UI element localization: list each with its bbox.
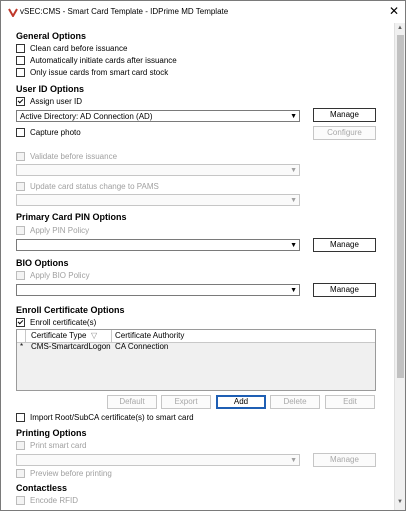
enroll-certificates-checkbox[interactable] (16, 317, 96, 327)
update-pams-checkbox[interactable] (16, 181, 159, 191)
checkbox-label: Update card status change to PAMS (30, 181, 159, 191)
cell-certificate-type[interactable]: CMS-SmartcardLogon (31, 342, 111, 351)
delete-button[interactable]: Delete (270, 395, 320, 409)
default-button[interactable]: Default (107, 395, 157, 409)
checkbox-label: Preview before printing (30, 468, 112, 478)
section-header-printing: Printing Options (16, 428, 87, 438)
checkbox-label: Apply BIO Policy (30, 270, 90, 280)
chevron-down-icon[interactable]: ▼ (290, 167, 297, 174)
column-header-certificate-type[interactable]: Certificate Type (31, 331, 87, 340)
add-button[interactable]: Add (216, 395, 266, 409)
configure-button[interactable]: Configure (313, 126, 376, 140)
manage-user-id-button[interactable]: Manage (313, 108, 376, 122)
checkbox-box[interactable] (16, 496, 25, 505)
column-separator (25, 330, 26, 342)
chevron-down-icon[interactable]: ▼ (290, 113, 297, 120)
vertical-scrollbar[interactable] (394, 23, 406, 510)
column-separator[interactable] (111, 330, 112, 342)
checkbox-label: Validate before issuance (30, 151, 118, 161)
edit-button[interactable]: Edit (325, 395, 375, 409)
cell-certificate-authority[interactable]: CA Connection (115, 342, 169, 351)
chevron-down-icon[interactable]: ▼ (290, 197, 297, 204)
select-value: Active Directory: AD Connection (AD) (20, 112, 153, 121)
checkbox-box[interactable] (16, 128, 25, 137)
close-icon[interactable]: ✕ (389, 4, 400, 18)
validate-checkbox[interactable] (16, 151, 117, 161)
chevron-down-icon[interactable]: ▼ (290, 242, 297, 249)
chevron-down-icon[interactable]: ▼ (290, 457, 297, 464)
checkbox-box[interactable] (16, 318, 25, 327)
checkbox-box[interactable] (16, 226, 25, 235)
pams-select[interactable] (16, 194, 300, 206)
manage-bio-button[interactable]: Manage (313, 283, 376, 297)
apply-pin-policy-checkbox[interactable] (16, 225, 89, 235)
vsec-logo-icon (8, 7, 18, 17)
checkbox-label: Print smart card (30, 440, 87, 450)
manage-printing-button[interactable]: Manage (313, 453, 376, 467)
auto-initiate-checkbox[interactable] (16, 55, 177, 65)
row-marker: * (20, 342, 24, 351)
section-header-enroll: Enroll Certificate Options (16, 305, 125, 315)
filter-icon[interactable]: ▽ (91, 331, 98, 340)
section-header-pin: Primary Card PIN Options (16, 212, 127, 222)
user-id-connection-select[interactable] (16, 110, 300, 122)
validate-select[interactable] (16, 164, 300, 176)
window-title: vSEC:CMS - Smart Card Template - IDPrime MD Template (20, 7, 229, 16)
assign-user-id-checkbox[interactable] (16, 96, 82, 106)
checkbox-box[interactable] (16, 97, 25, 106)
apply-bio-policy-checkbox[interactable] (16, 270, 90, 280)
capture-photo-checkbox[interactable] (16, 127, 81, 137)
scroll-up-arrow-icon[interactable]: ▲ (397, 25, 403, 31)
checkbox-box[interactable] (16, 469, 25, 478)
export-button[interactable]: Export (161, 395, 211, 409)
checkbox-label: Import Root/SubCA certificate(s) to smart card (30, 412, 194, 422)
encode-rfid-checkbox[interactable] (16, 495, 78, 505)
checkbox-label: Assign user ID (30, 96, 83, 106)
checkbox-box[interactable] (16, 56, 25, 65)
checkbox-box[interactable] (16, 441, 25, 450)
import-root-checkbox[interactable] (16, 412, 194, 422)
certificate-grid[interactable] (16, 329, 376, 391)
clean-card-checkbox[interactable] (16, 43, 127, 53)
checkbox-box[interactable] (16, 271, 25, 280)
column-header-certificate-authority[interactable]: Certificate Authority (115, 331, 185, 340)
scroll-down-arrow-icon[interactable]: ▼ (397, 499, 403, 505)
checkbox-box[interactable] (16, 68, 25, 77)
pin-policy-select[interactable] (16, 239, 300, 251)
checkbox-box[interactable] (16, 182, 25, 191)
title-bar[interactable] (1, 1, 405, 23)
section-header-bio: BIO Options (16, 258, 69, 268)
checkbox-label: Enroll certificate(s) (30, 317, 97, 327)
chevron-down-icon[interactable]: ▼ (290, 287, 297, 294)
checkbox-label: Only issue cards from smart card stock (30, 67, 169, 77)
bio-policy-select[interactable] (16, 284, 300, 296)
checkbox-box[interactable] (16, 44, 25, 53)
checkbox-box[interactable] (16, 413, 25, 422)
section-header-user-id: User ID Options (16, 84, 85, 94)
preview-before-printing-checkbox[interactable] (16, 468, 112, 478)
section-header-general: General Options (16, 31, 87, 41)
print-smart-card-checkbox[interactable] (16, 440, 86, 450)
checkbox-label: Apply PIN Policy (30, 225, 90, 235)
scrollbar-thumb[interactable] (397, 35, 404, 378)
checkbox-label: Encode RFID (30, 495, 79, 505)
checkbox-box[interactable] (16, 152, 25, 161)
only-issue-checkbox[interactable] (16, 67, 168, 77)
checkbox-label: Clean card before issuance (30, 43, 128, 53)
checkbox-label: Automatically initiate cards after issuance (30, 55, 177, 65)
checkbox-label: Capture photo (30, 127, 81, 137)
scroll-content (1, 23, 394, 510)
section-header-contactless: Contactless (16, 483, 68, 493)
print-select[interactable] (16, 454, 300, 466)
table-row[interactable] (17, 342, 375, 351)
manage-pin-button[interactable]: Manage (313, 238, 376, 252)
